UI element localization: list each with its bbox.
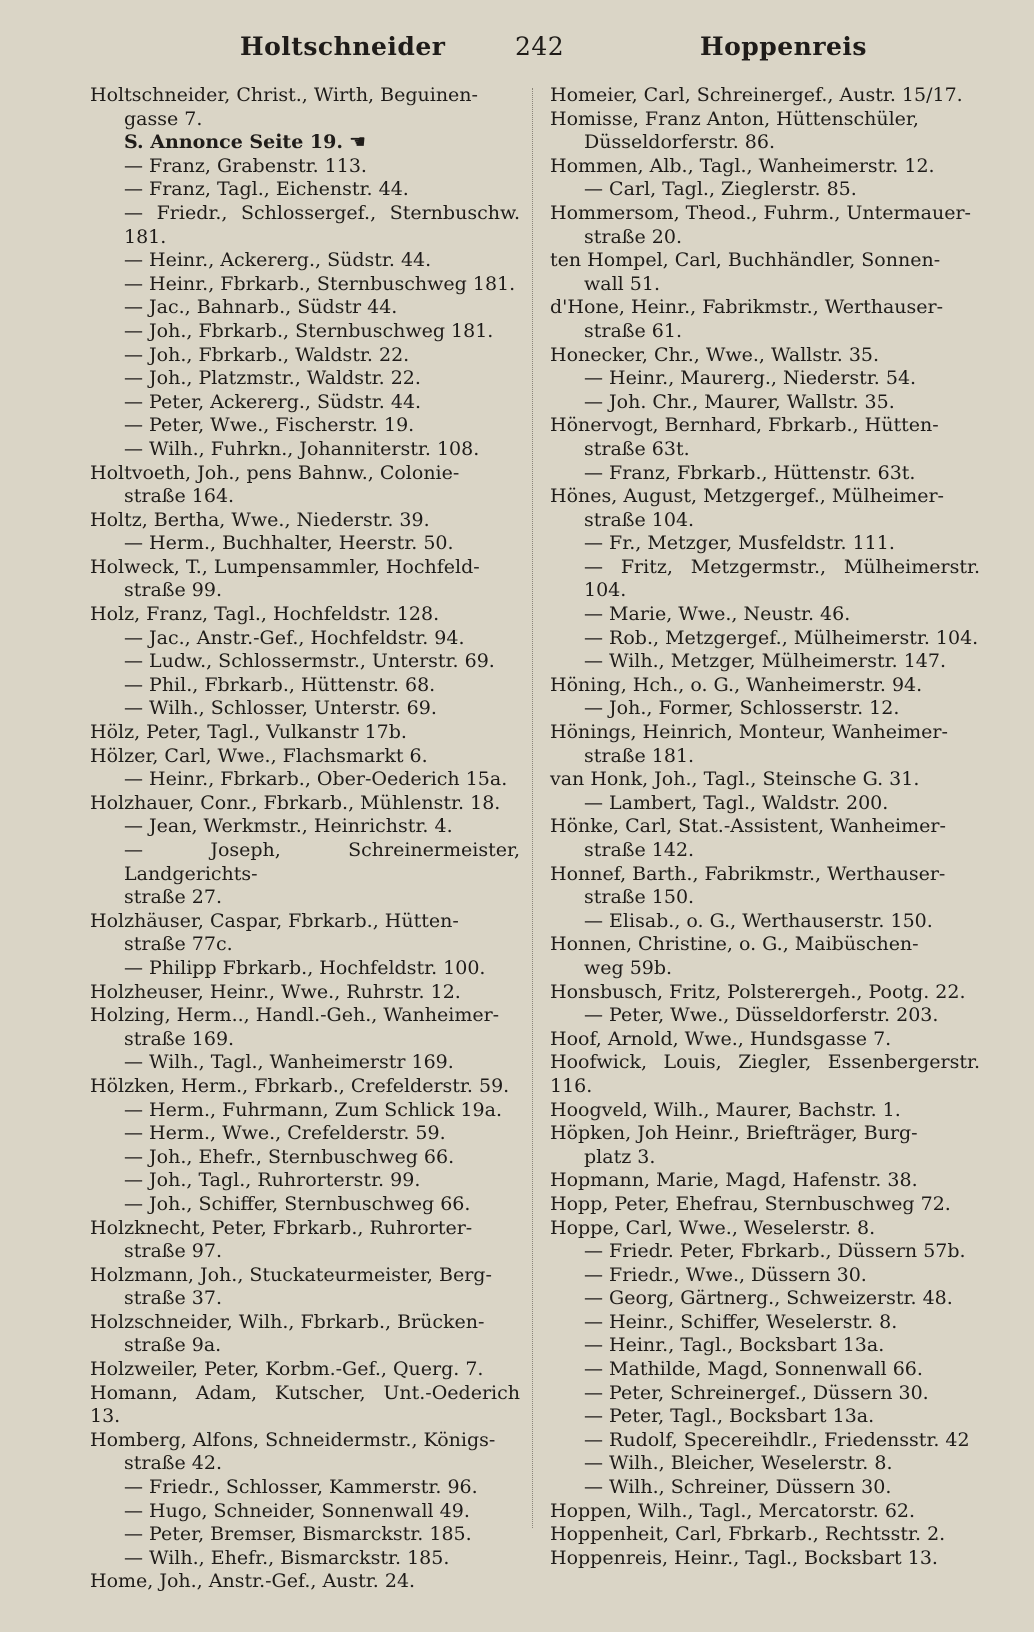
entry-text: — Joh. Chr., Maurer, Wallstr. 35. <box>584 390 895 413</box>
directory-entry-line <box>550 344 980 368</box>
entry-text: — Joh., Former, Schlosserstr. 12. <box>584 697 900 720</box>
directory-entry-line <box>90 462 520 486</box>
entry-text: straße 27. <box>124 886 222 909</box>
entry-text: Homeier, Carl, Schreinergef., Austr. 15/17. <box>550 84 963 106</box>
entry-text: straße 61. <box>584 319 682 342</box>
directory-entry-line <box>550 296 980 320</box>
right-column <box>550 84 980 1570</box>
directory-entry-line <box>90 1547 520 1571</box>
entry-text: straße 181. <box>584 744 695 767</box>
entry-text: Hopp, Peter, Ehefrau, Sternbuschweg 72. <box>550 1192 951 1215</box>
directory-entry-line <box>90 1217 520 1241</box>
directory-entry-line <box>90 981 520 1005</box>
directory-entry-line <box>90 1051 520 1075</box>
directory-entry-line <box>90 273 520 297</box>
pointing-hand-icon: ☚ <box>348 131 367 154</box>
entry-text: — Franz, Tagl., Eichenstr. 44. <box>124 178 409 201</box>
directory-entry-line <box>90 249 520 273</box>
directory-entry-line <box>550 863 980 887</box>
entry-text: wall 51. <box>584 272 660 295</box>
directory-entry-line <box>550 320 980 344</box>
entry-text: — Peter, Wwe., Düsseldorferstr. 203. <box>584 1004 939 1027</box>
directory-entry-line <box>90 1452 520 1476</box>
page-header <box>0 32 1034 72</box>
entry-text: — Ludw., Schlossermstr., Unterstr. 69. <box>124 650 495 673</box>
directory-entry-line <box>90 650 520 674</box>
directory-entry-line <box>90 697 520 721</box>
entry-text: — Franz, Grabenstr. 113. <box>124 154 367 177</box>
directory-entry-line <box>90 1311 520 1335</box>
entry-text: — Heinr., Maurerg., Niederstr. 54. <box>584 367 917 390</box>
entry-text: — Wilh., Bleicher, Weselerstr. 8. <box>584 1452 893 1475</box>
directory-entry-line <box>90 957 520 981</box>
entry-text: — Friedr. Peter, Fbrkarb., Düssern 57b. <box>584 1240 966 1263</box>
entry-text: — Joh., Tagl., Ruhrorterstr. 99. <box>124 1169 421 1192</box>
directory-entry-line <box>550 462 980 486</box>
entry-text: Holzheuser, Heinr., Wwe., Ruhrstr. 12. <box>90 980 461 1003</box>
directory-entry-line <box>550 84 980 108</box>
entry-text: d'Hone, Heinr., Fabrikmstr., Werthauser- <box>550 296 944 319</box>
entry-text: Hölzer, Carl, Wwe., Flachsmarkt 6. <box>90 744 428 767</box>
entry-text: Honnef, Barth., Fabrikmstr., Werthauser- <box>550 862 946 885</box>
entry-text: — Peter, Bremser, Bismarckstr. 185. <box>124 1523 472 1546</box>
entry-text: — Jac., Anstr.-Gef., Hochfeldstr. 94. <box>124 626 465 649</box>
directory-entry-line <box>550 721 980 745</box>
entry-text: — Wilh., Metzger, Mülheimerstr. 147. <box>584 650 947 673</box>
entry-text: Hoppenreis, Heinr., Tagl., Bocksbart 13. <box>550 1546 938 1569</box>
directory-entry-line <box>90 1358 520 1382</box>
left-column <box>90 84 520 1594</box>
entry-text: straße 164. <box>124 485 235 508</box>
entry-text: — Hugo, Schneider, Sonnenwall 49. <box>124 1499 470 1522</box>
directory-entry-line <box>90 296 520 320</box>
directory-entry-line <box>90 485 520 509</box>
entry-text: — Wilh., Tagl., Wanheimerstr 169. <box>124 1051 454 1074</box>
directory-entry-line <box>90 910 520 934</box>
entry-text: — Herm., Buchhalter, Heerstr. 50. <box>124 532 454 555</box>
entry-text: Hopmann, Marie, Magd, Hafenstr. 38. <box>550 1169 918 1192</box>
entry-text: Düsseldorferstr. 86. <box>584 131 776 154</box>
directory-entry-line <box>90 202 520 249</box>
entry-text: — Jac., Bahnarb., Südstr 44. <box>124 296 398 319</box>
directory-entry-line <box>550 1146 980 1170</box>
entry-text: straße 142. <box>584 839 695 861</box>
entry-text: straße 104. <box>584 508 695 531</box>
entry-text: — Friedr., Wwe., Düssern 30. <box>584 1263 867 1286</box>
entry-text: straße 99. <box>124 579 222 602</box>
entry-text: van Honk, Joh., Tagl., Steinsche G. 31. <box>550 768 920 791</box>
directory-entry-line <box>550 485 980 509</box>
entry-text: Hölzken, Herm., Fbrkarb., Crefelderstr. 59. <box>90 1074 510 1097</box>
entry-text: Holzschneider, Wilh., Fbrkarb., Brücken- <box>90 1310 485 1333</box>
directory-entry-line <box>550 226 980 250</box>
entry-text: — Joh., Platzmstr., Waldstr. 22. <box>124 367 421 390</box>
directory-entry-line <box>550 1287 980 1311</box>
directory-entry-line <box>550 391 980 415</box>
entry-text: — Joh., Ehefr., Sternbuschweg 66. <box>124 1145 455 1168</box>
directory-entry-line <box>550 910 980 934</box>
directory-entry-line <box>550 627 980 651</box>
directory-entry-line <box>550 1523 980 1547</box>
directory-entry-line <box>90 721 520 745</box>
directory-entry-line <box>90 509 520 533</box>
entry-text: Hoofwick, Louis, Ziegler, Essenbergerstr. 116. <box>550 1051 980 1097</box>
directory-entry-line <box>90 603 520 627</box>
directory-entry-line <box>550 1452 980 1476</box>
entry-text: Holzing, Herm.., Handl.-Geh., Wanheimer- <box>90 1004 500 1027</box>
entry-text: weg 59b. <box>584 956 673 979</box>
directory-entry-line <box>550 674 980 698</box>
entry-text: — Wilh., Fuhrkn., Johanniterstr. 108. <box>124 437 480 460</box>
directory-entry-line <box>90 579 520 603</box>
directory-entry-line <box>90 815 520 839</box>
directory-entry-line <box>550 155 980 179</box>
directory-entry-line <box>90 108 520 132</box>
directory-entry-line <box>550 1429 980 1453</box>
entry-text: straße 97. <box>124 1240 222 1263</box>
entry-text: Hölz, Peter, Tagl., Vulkanstr 17b. <box>90 721 407 744</box>
entry-text: — Philipp Fbrkarb., Hochfeldstr. 100. <box>124 956 486 979</box>
entry-text: — Wilh., Ehefr., Bismarckstr. 185. <box>124 1546 450 1569</box>
directory-entry-line <box>90 1500 520 1524</box>
entry-text: — Fr., Metzger, Musfeldstr. 111. <box>584 532 895 555</box>
entry-text: straße 77c. <box>124 933 233 956</box>
directory-entry-line <box>90 1382 520 1429</box>
directory-entry-line <box>90 131 520 155</box>
directory-entry-line <box>90 1570 520 1594</box>
directory-entry-line <box>90 320 520 344</box>
directory-entry-line <box>550 886 980 910</box>
directory-entry-line <box>90 84 520 108</box>
directory-entry-line <box>550 249 980 273</box>
directory-entry-line <box>550 1099 980 1123</box>
directory-entry-line <box>550 1193 980 1217</box>
directory-entry-line <box>90 1146 520 1170</box>
entry-text: Honecker, Chr., Wwe., Wallstr. 35. <box>550 343 880 366</box>
directory-entry-line <box>550 1500 980 1524</box>
directory-entry-line <box>550 556 980 603</box>
directory-entry-line <box>550 438 980 462</box>
entry-text: — Marie, Wwe., Neustr. 46. <box>584 603 851 626</box>
directory-entry-line <box>90 1099 520 1123</box>
directory-entry-line <box>90 886 520 910</box>
directory-entry-line <box>550 1217 980 1241</box>
directory-entry-line <box>90 1264 520 1288</box>
directory-entry-line <box>550 1311 980 1335</box>
directory-entry-line <box>550 1169 980 1193</box>
directory-entry-line <box>550 178 980 202</box>
directory-entry-line <box>550 367 980 391</box>
entry-text: — Wilh., Schreiner, Düssern 30. <box>584 1476 892 1499</box>
entry-text: — Carl, Tagl., Zieglerstr. 85. <box>584 178 857 201</box>
directory-entry-line <box>550 1547 980 1571</box>
directory-entry-line <box>90 1240 520 1264</box>
entry-text: — Peter, Wwe., Fischerstr. 19. <box>124 414 415 437</box>
directory-entry-line <box>550 981 980 1005</box>
directory-entry-line <box>90 178 520 202</box>
entry-text: Hönes, August, Metzgergef., Mülheimer- <box>550 485 944 508</box>
entry-text: Holz, Franz, Tagl., Hochfeldstr. 128. <box>90 603 440 626</box>
directory-entry-line <box>90 745 520 769</box>
directory-entry-line <box>550 131 980 155</box>
directory-entry-line <box>550 815 980 839</box>
directory-entry-line <box>550 1358 980 1382</box>
directory-entry-line <box>90 532 520 556</box>
directory-entry-line <box>550 745 980 769</box>
directory-entry-line <box>550 1476 980 1500</box>
directory-entry-line <box>550 1122 980 1146</box>
directory-entry-line <box>550 414 980 438</box>
entry-text: Honnen, Christine, o. G., Maibüschen- <box>550 933 919 956</box>
directory-entry-line <box>550 957 980 981</box>
directory-entry-line <box>90 792 520 816</box>
entry-text: Holweck, T., Lumpensammler, Hochfeld- <box>90 555 480 578</box>
directory-entry-line <box>90 1193 520 1217</box>
page-number: 242 <box>515 32 565 61</box>
entry-text: Hommersom, Theod., Fuhrm., Untermauer- <box>550 201 971 224</box>
entry-text: Hoppe, Carl, Wwe., Weselerstr. 8. <box>550 1216 876 1239</box>
entry-text: Holtvoeth, Joh., pens Bahnw., Colonie- <box>90 461 460 484</box>
entry-text: — Mathilde, Magd, Sonnenwall 66. <box>584 1358 923 1381</box>
directory-entry-line <box>550 1264 980 1288</box>
directory-entry-line <box>550 650 980 674</box>
entry-text: Höpken, Joh Heinr., Briefträger, Burg- <box>550 1122 918 1145</box>
entry-text: straße 37. <box>124 1287 222 1310</box>
directory-entry-line <box>90 1523 520 1547</box>
directory-entry-line <box>550 273 980 297</box>
column-divider <box>532 88 533 1528</box>
directory-entry-line <box>550 1334 980 1358</box>
entry-text: — Jean, Werkmstr., Heinrichstr. 4. <box>124 815 453 838</box>
directory-entry-line <box>550 1382 980 1406</box>
entry-text: straße 42. <box>124 1452 222 1475</box>
entry-text: gasse 7. <box>124 107 203 130</box>
directory-entry-line <box>90 1028 520 1052</box>
entry-text: — Fritz, Metzgermstr., Mülheimerstr. 104. <box>584 555 980 602</box>
entry-text: — Wilh., Schlosser, Unterstr. 69. <box>124 697 437 720</box>
entry-text: — Georg, Gärtnerg., Schweizerstr. 48. <box>584 1287 953 1310</box>
entry-text: Hönke, Carl, Stat.-Assistent, Wanheimer- <box>550 815 946 838</box>
entry-text: Holzhäuser, Caspar, Fbrkarb., Hütten- <box>90 909 459 932</box>
entry-text: ten Hompel, Carl, Buchhändler, Sonnen- <box>550 249 941 272</box>
directory-entry-line <box>90 627 520 651</box>
directory-entry-line <box>550 1051 980 1098</box>
entry-text: Hoogveld, Wilh., Maurer, Bachstr. 1. <box>550 1098 901 1121</box>
entry-text: Home, Joh., Anstr.-Gef., Austr. 24. <box>90 1570 416 1593</box>
directory-entry-line <box>90 768 520 792</box>
entry-text: Hönervogt, Bernhard, Fbrkarb., Hütten- <box>550 414 939 437</box>
directory-entry-line <box>90 391 520 415</box>
entry-text: — Lambert, Tagl., Waldstr. 200. <box>584 791 889 814</box>
directory-entry-line <box>550 1004 980 1028</box>
directory-entry-line <box>550 1028 980 1052</box>
entry-text: — Peter, Ackererg., Südstr. 44. <box>124 390 422 413</box>
entry-text: — Heinr., Ackererg., Südstr. 44. <box>124 249 432 272</box>
entry-text: Honsbusch, Fritz, Polsterergeh., Pootg. 22. <box>550 980 966 1003</box>
entry-text: — Herm., Wwe., Crefelderstr. 59. <box>124 1122 446 1145</box>
entry-text: Holzknecht, Peter, Fbrkarb., Ruhrorter- <box>90 1216 473 1239</box>
entry-text: straße 150. <box>584 886 695 909</box>
directory-entry-line <box>90 839 520 886</box>
directory-entry-line <box>550 532 980 556</box>
entry-text: straße 169. <box>124 1027 235 1050</box>
directory-entry-line <box>90 1169 520 1193</box>
entry-text: platz 3. <box>584 1145 656 1168</box>
entry-text: Homberg, Alfons, Schneidermstr., Königs- <box>90 1428 496 1451</box>
directory-entry-line <box>550 839 980 863</box>
directory-entry-line <box>550 509 980 533</box>
directory-entry-line <box>90 1004 520 1028</box>
entry-text: — Heinr., Fbrkarb., Sternbuschweg 181. <box>124 272 516 295</box>
directory-entry-line <box>550 1405 980 1429</box>
entry-text: — Joseph, Schreinermeister, Landgerichts- <box>124 839 520 885</box>
entry-text: Hoppen, Wilh., Tagl., Mercatorstr. 62. <box>550 1499 916 1522</box>
directory-entry-line <box>90 344 520 368</box>
entry-text: — Elisab., o. G., Werthauserstr. 150. <box>584 909 933 932</box>
directory-entry-line <box>90 155 520 179</box>
entry-text: — Herm., Fuhrmann, Zum Schlick 19a. <box>124 1098 502 1121</box>
entry-text: Holzmann, Joh., Stuckateurmeister, Berg- <box>90 1263 492 1286</box>
entry-text: — Heinr., Fbrkarb., Ober-Oederich 15a. <box>124 768 508 791</box>
directory-entry-line <box>90 367 520 391</box>
directory-entry-line <box>550 1240 980 1264</box>
entry-text: — Franz, Fbrkarb., Hüttenstr. 63t. <box>584 461 916 484</box>
entry-text: — Joh., Fbrkarb., Sternbuschweg 181. <box>124 319 494 342</box>
header-right-word: Hoppenreis <box>700 32 867 61</box>
entry-text: Holzhauer, Conr., Fbrkarb., Mühlenstr. 18. <box>90 791 501 814</box>
directory-entry-line <box>90 438 520 462</box>
entry-text: straße 9a. <box>124 1334 222 1357</box>
directory-entry-line <box>90 1429 520 1453</box>
directory-entry-line <box>90 674 520 698</box>
directory-entry-line <box>550 792 980 816</box>
directory-entry-line <box>550 768 980 792</box>
directory-entry-line <box>90 556 520 580</box>
entry-text: — Joh., Schiffer, Sternbuschweg 66. <box>124 1192 471 1215</box>
entry-text: Holtschneider, Christ., Wirth, Beguinen- <box>90 84 478 106</box>
entry-text: Holzweiler, Peter, Korbm.-Gef., Querg. 7. <box>90 1358 484 1381</box>
entry-text: Hoof, Arnold, Wwe., Hundsgasse 7. <box>550 1027 892 1050</box>
directory-entry-line <box>550 697 980 721</box>
directory-entry-line <box>90 933 520 957</box>
entry-text: Holtz, Bertha, Wwe., Niederstr. 39. <box>90 508 430 531</box>
entry-text: — Rudolf, Specereihdlr., Friedensstr. 42 <box>584 1428 970 1451</box>
entry-text: — Peter, Tagl., Bocksbart 13a. <box>584 1405 875 1428</box>
entry-text: Hönings, Heinrich, Monteur, Wanheimer- <box>550 721 948 744</box>
directory-entry-line <box>550 933 980 957</box>
directory-entry-line <box>550 202 980 226</box>
entry-text: — Friedr., Schlossergef., Sternbuschw. 181. <box>124 201 520 248</box>
entry-text: — Phil., Fbrkarb., Hüttenstr. 68. <box>124 673 436 696</box>
header-left-word: Holtschneider <box>240 32 446 61</box>
entry-text: Hoppenheit, Carl, Fbrkarb., Rechtsstr. 2. <box>550 1523 946 1546</box>
directory-entry-line <box>90 1334 520 1358</box>
entry-text: — Rob., Metzgergef., Mülheimerstr. 104. <box>584 626 979 649</box>
directory-entry-line <box>90 1122 520 1146</box>
directory-entry-line <box>550 108 980 132</box>
entry-text: — Joh., Fbrkarb., Waldstr. 22. <box>124 343 410 366</box>
entry-text: — Heinr., Schiffer, Weselerstr. 8. <box>584 1310 898 1333</box>
entry-text: straße 20. <box>584 225 682 248</box>
entry-text: — Peter, Schreinergef., Düssern 30. <box>584 1381 929 1404</box>
directory-entry-line <box>90 1476 520 1500</box>
directory-entry-line <box>90 1075 520 1099</box>
entry-text: Homisse, Franz Anton, Hüttenschüler, <box>550 107 919 130</box>
entry-text: — Friedr., Schlosser, Kammerstr. 96. <box>124 1476 478 1499</box>
directory-entry-line <box>90 414 520 438</box>
entry-text: — Heinr., Tagl., Bocksbart 13a. <box>584 1334 885 1357</box>
directory-entry-line <box>550 603 980 627</box>
entry-text: Höning, Hch., o. G., Wanheimerstr. 94. <box>550 673 923 696</box>
directory-entry-line <box>90 1287 520 1311</box>
entry-text: Homann, Adam, Kutscher, Unt.-Oederich 13. <box>90 1381 520 1428</box>
entry-text: straße 63t. <box>584 437 690 460</box>
entry-text: S. Annonce Seite 19. <box>124 131 343 154</box>
entry-text: Hommen, Alb., Tagl., Wanheimerstr. 12. <box>550 154 935 177</box>
